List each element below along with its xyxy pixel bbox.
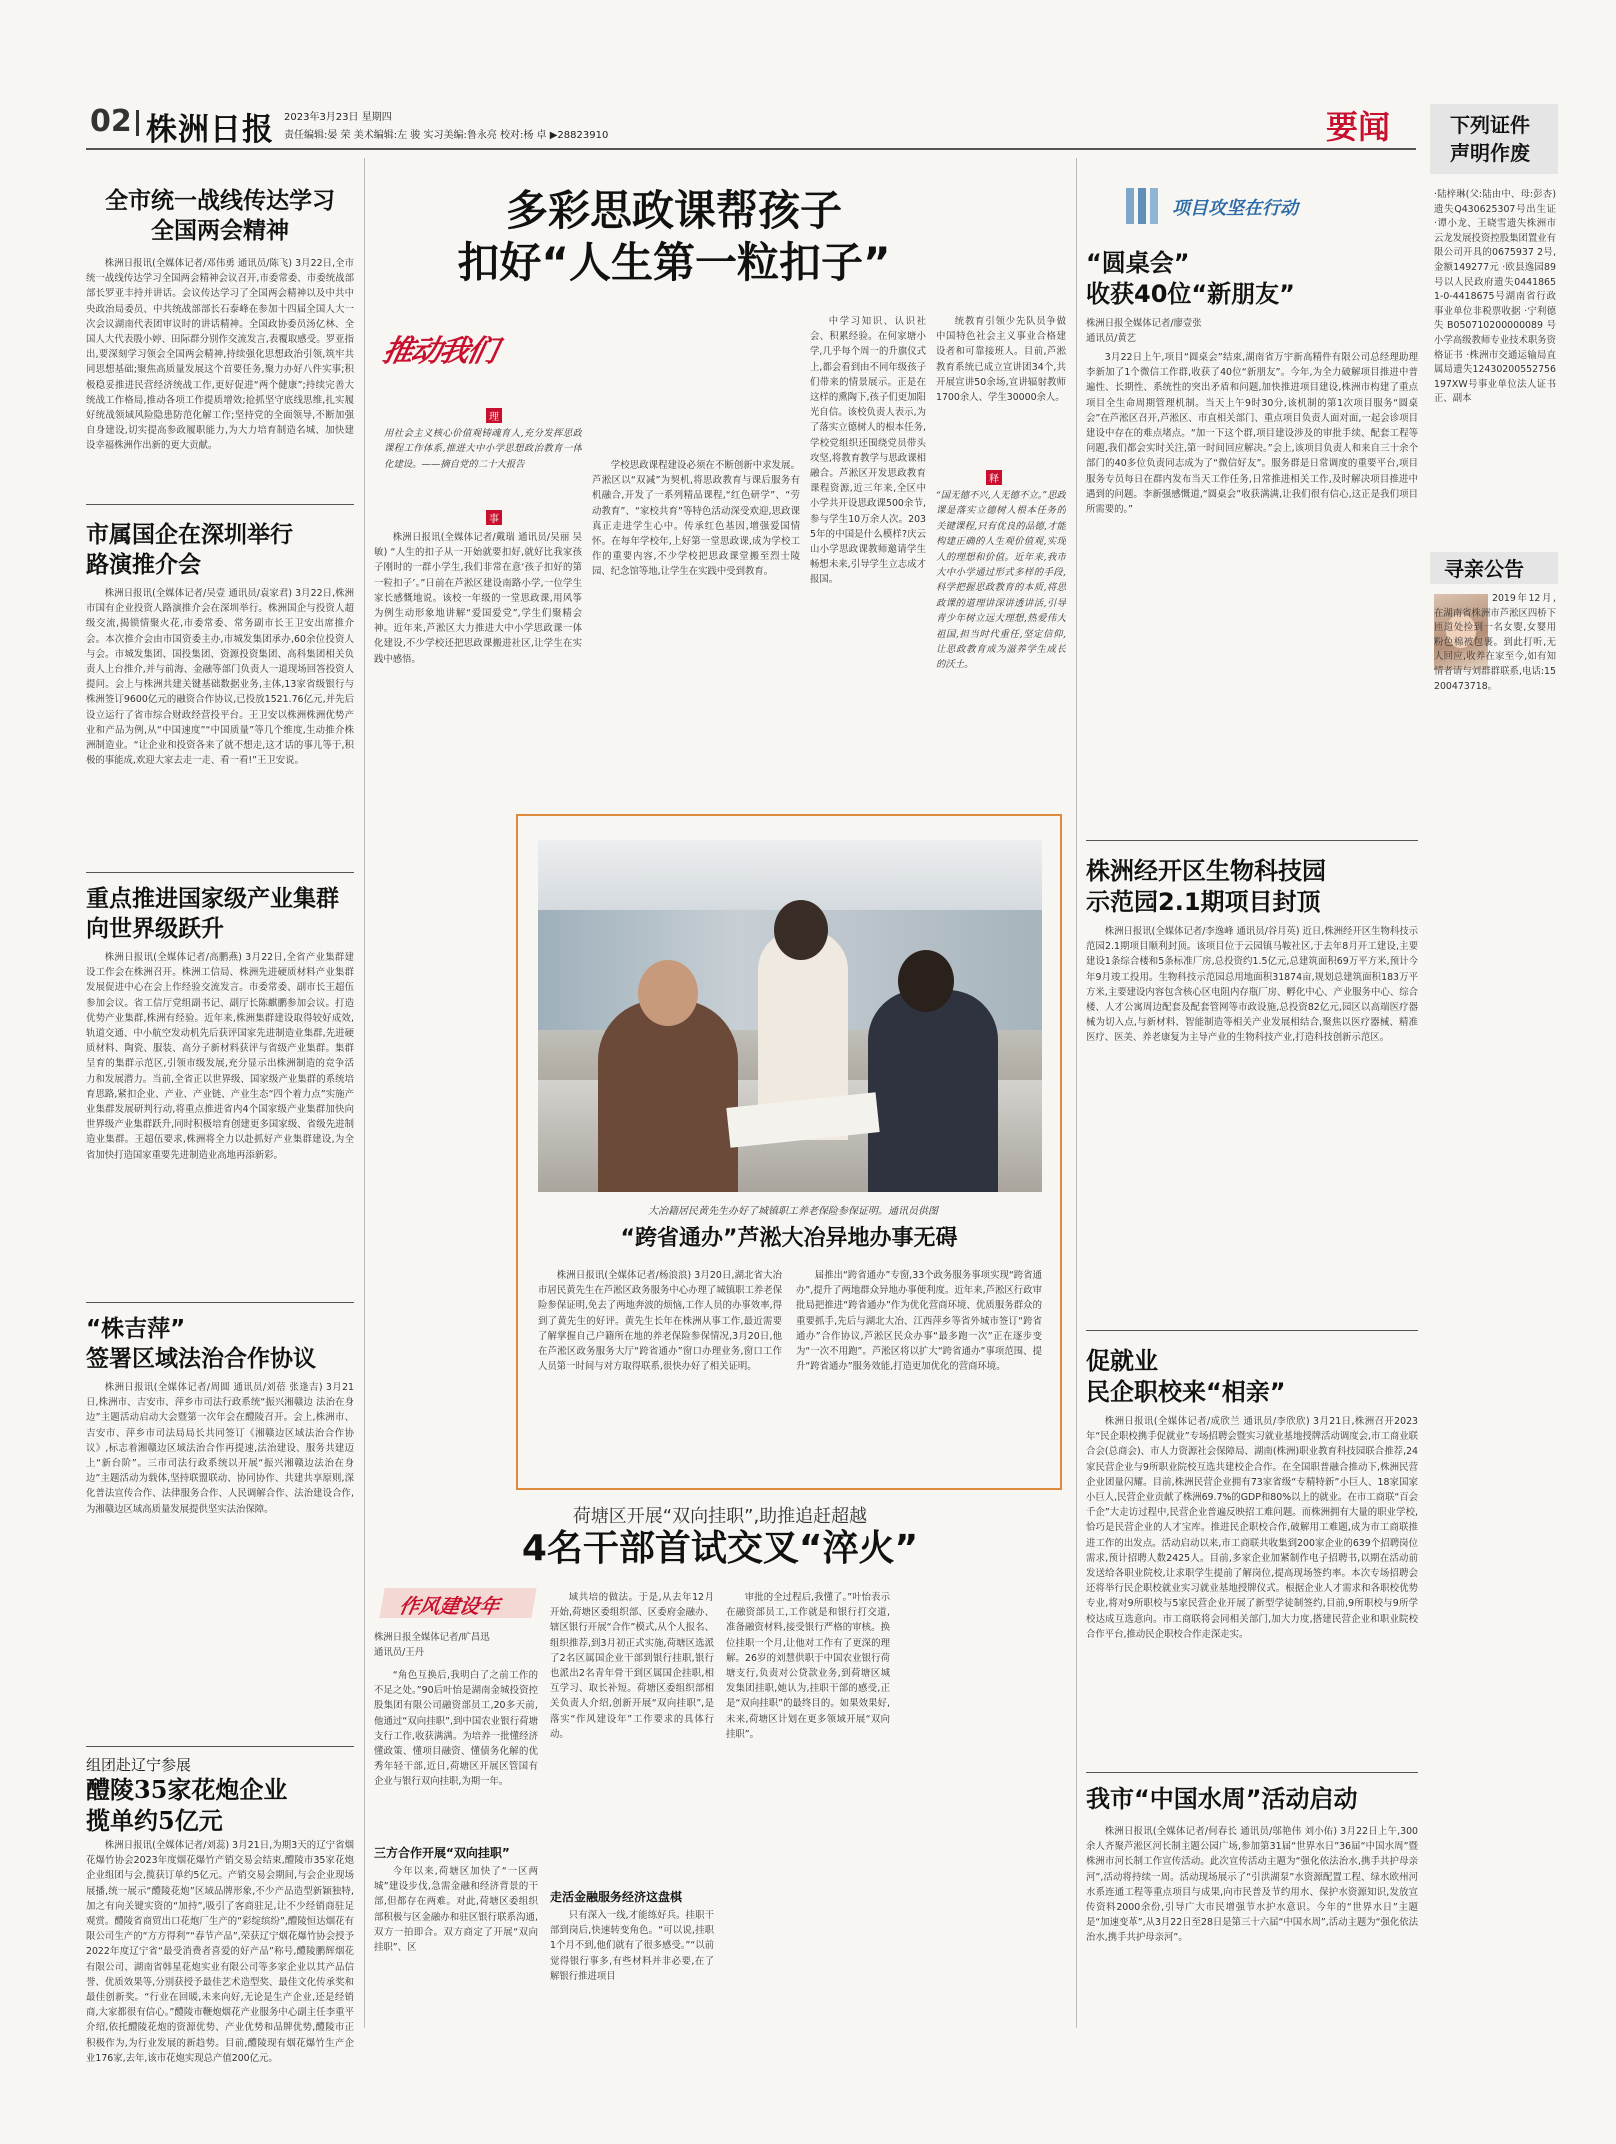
b4-title: 我市“中国水周”活动启动 [1086, 1785, 1358, 1813]
lead-body-4: 统教育引领少先队员争做中国特色社会主义事业合格建设者和可靠接班人。目前,芦淞教育系统已成立宣讲团34个,共开展宣讲50余场,宣讲辐射教师1700余人、学生30000余人。 [936, 316, 1066, 404]
photo-woman-seated-head [898, 950, 954, 1012]
article4-title: “株吉萍” 签署区域法治合作协议 [86, 1316, 316, 1372]
bottom-body-3: 域共培的做法。于是,从去年12月开始,荷塘区委组织部、区委府金融办、辖区银行开展“合作”模式,从个人报名、组织推荐,到3月初正式实施,荷塘区选派了2名区属国企业干部到银行挂职,银行也派出2名青年骨干到区属国企挂职,相互学习、取长补短。荷塘区委组织部相关负责人介绍,创新开展“双向挂职”,是落实“作风建设年”工作要求的具体行动。 [550, 1592, 714, 1740]
column-right [1086, 158, 1418, 2038]
column-separator [1076, 158, 1077, 2028]
photo-man-head [638, 960, 698, 1026]
b4-body: 株洲日报讯(全媒体记者/何春长 通讯员/邬艳伟 刘小佑) 3月22日上午,300余人齐聚芦淞区河长制主题公园广场,参加第31届“世界水日”36届“中国水周”暨株洲市河长制工作宣传活动。此次宣传活动主题为“强化依法治水,携手共护母亲河”,活动将持续一周。活动现场展示了“引洪湖泵”水资源配置工程、绿水欧州河水系连通工程等重点项目与成果,向市民普及节约用水、保护水资源知识,发放宣传资料2000余份,引导广大市民增强节水护水意识。今年的“世界水日”主题是“加速变革”,从3月22日至28日是第三十六届“中国水周”,活动主题为“强化依法治水,携手共护母亲河”。 [1086, 1826, 1418, 1944]
divider [1086, 1772, 1418, 1773]
lead-body-3: 中学习知识、认识社会、积累经验。在何家塘小学,几乎每个周一的升旗仪式上,都会看到由不同年级孩子们带来的情景展示。正是在这样的熏陶下,孩子们更加阳光自信。该校负责人表示,为了落实立德树人的根本任务,学校党组织还围绕党员带头攻坚,将教育教学与思政课相融合。芦淞区开发思政教育课程资源,近三年来,全区中小学共开设思政课500余节,参与学生10万余人次。2035年的中国是什么模样?庆云山小学思政课教师邀请学生畅想未来,引导学生立志成才报国。 [810, 316, 926, 586]
page-number-bar [136, 110, 139, 136]
tag-shi2: 释 [986, 470, 1002, 485]
newspaper-logo: 株洲日报 [146, 112, 274, 148]
bottom-byline: 株洲日报全媒体记者/旷昌迅 通讯员/王丹 [374, 1632, 490, 1659]
b1-title: “圆桌会” 收获40位“新朋友” [1086, 249, 1295, 308]
bottom-body-4: 只有深入一线,才能练好兵。挂职干部到岗后,快速转变角色。“可以说,挂职1个月不到,他们就有了很多感受。”“以前觉得银行事多,有些材料并非必要,在了解银行推进项目 [550, 1910, 714, 1982]
lead-body-1: 株洲日报讯(全媒体记者/戴瑞 通讯员/吴丽 吴敏) “人生的扣子从一开始就要扣好,就好比我家孩子刚时的一群小学生,我们非常在意‘孩子扣好的第一粒扣子’。”日前在芦淞区建设南路小学,一位学生家长感慨地说。该校一年级的一堂思政课,用风筝为例生动形象地讲解“爱国爱党”,学生们聚精会神。近年来,芦淞区大力推进大中小学思政课一体化建设,不少学校还把思政课搬进社区,让学生在实践中感悟。 [374, 532, 582, 665]
project-banner [1126, 186, 1326, 226]
notice-title-2: 声明作废 [1450, 141, 1530, 165]
lead-title-line1: 多彩思政课帮孩子 [505, 186, 842, 235]
bottom-body-5: 审批的全过程后,我懂了。”叶怡表示在融资部员工,工作就是和银行打交道,准备融资材料,接受银行严格的审核。换位挂职一个月,让他对工作有了更深的理解。26岁的刘慧供职于中国农业银行荷塘支行,负责对公贷款业务,到荷塘区城发集团挂职,她认为,挂职干部的感受,正是“双向挂职”的最终目的。如果效果好,未来,荷塘区计划在更多领域开展“双向挂职”。 [726, 1592, 890, 1740]
search-header [1430, 552, 1558, 584]
column-separator [364, 158, 365, 2028]
notice-body: ·陆梓琳(父:陆由中、母:彭杏)遗失Q430625307号出生证 ·谭小龙、王晓雪遗失株洲市云龙发展投资控股集团置业有限公司开具的0675937 2号,金额149277元 ·欧县逸园89号以人民政府遗失04418651-0-4418675号湖南省行政事业单位非税票收据 ·宁利德失B050710200000089号小学高级教师专业技术职务资格证书 ·株洲市交通运输局直属局遗失12430200552756197XW号事业单位法人证书正、副本 [1434, 189, 1556, 405]
column-left [86, 158, 354, 2064]
divider [86, 504, 354, 505]
b2-body: 株洲日报讯(全媒体记者/李逸峰 通讯员/谷月英) 近日,株洲经开区生物科技示范园2.1期项目顺利封顶。该项目位于云园镇马鞍社区,于去年8月开工建设,主要建设1条综合楼和5条标准厂房,总投资约1.5亿元,总建筑面积69万平方米,预计今年9月竣工投用。生物科技示范园总用地面积31874亩,规划总建筑面积183万平方米,主要建设内容包含核心区电阻内存瓶厂房、孵化中心、产业服务中心、综合楼、人才公寓周边配套及配套管网等市政设施,总投资82亿元,园区以高端医疗器械为切入点,与新材料、智能制造等相关产业发展相结合,聚焦以医疗器械、精准医疗、医美、养老康复为主导产业的生物科技产业,打造科技创新示范区。 [1086, 926, 1418, 1044]
masthead [86, 98, 1486, 146]
lead-story [374, 158, 1066, 798]
photo-headline: “跨省通办”芦淞大冶异地办事无碍 [620, 1226, 958, 1251]
article3-title: 重点推进国家级产业集群 向世界级跃升 [86, 886, 339, 942]
article4-body: 株洲日报讯(全媒体记者/周圆 通讯员/刘蓓 张逢吉) 3月21日,株洲市、吉安市、萍乡市司法行政系统“振兴湘赣边 法治在身边”主题活动启动大会暨第一次年会在醴陵召开。会上,株洲市、吉安市、萍乡市司法局局长共同签订《湘赣边区域法治合作协议》,标志着湘赣边区域法治合作再提速,法治建设、服务共建迈上“新台阶”。三市司法行政系统以开展“振兴湘赣边法治在身边”主题活动为载体,坚持联盟联动、协同协作、共建共享原则,深化普法宣传合作、法律服务合作、人民调解合作、法治建设合作,为湘赣边区域高质量发展提供坚实法治保障。 [86, 1382, 354, 1515]
photo-caption: 大冶籍居民黄先生办好了城镇职工养老保险参保证明。通讯员供图 [648, 1206, 938, 1217]
masthead-rule [86, 148, 1416, 150]
article5-kicker: 组团赴辽宁参展 [86, 1756, 192, 1774]
brand-calligraphy: 推动我们 [379, 334, 499, 369]
lead-body-2: 学校思政课程建设必须在不断创新中求发展。芦淞区以“双减”为契机,将思政教育与课后服务有机融合,开发了一系列精品课程,“红色研学”、“劳动教育”、“家校共育”等特色活动深受欢迎,思政课真正走进学生心中。传承红色基因,增强爱国情怀。在每年学校年,上好第一堂思政课,成为学校工作的重要内容,不少学校把思政课堂搬至烈士陵园、纪念馆等地,让学生在实践中受到教育。 [592, 460, 800, 578]
search-title: 寻亲公告 [1444, 557, 1524, 581]
b3-title: 促就业 民企职校来“相亲” [1086, 1347, 1286, 1406]
photo-ceiling [538, 840, 1042, 910]
page-number: 02 [90, 104, 132, 139]
issue-date: 2023年3月23日 星期四 [284, 112, 392, 123]
banner-text: 项目攻坚在行动 [1172, 198, 1298, 219]
b1-body: 3月22日上午,项目“圆桌会”结束,湖南省万宇新高精件有限公司总经理助理李新加了1个微信工作群,收获了40位“新朋友”。今年,为全力破解项目推进中普遍性、长期性、系统性的突出矛盾和问题,加快推进项目建设,株洲市构建了重点项目全生命周期管理机制。当天上午9时30分,该机制的第1次项目服务“圆桌会”在芦淞区召开,芦淞区、市直相关部门、重点项目负责人面对面,一起会诊项目建设中存在的难点堵点。“加一下这个群,项目建设涉及的审批手续、配套工程等问题,我们都会实时关注,第一时间回应解决。”会上,该项目负责人和来自三十余个部门的40多位负责同志成为了“微信好友”。服务群是日常调度的重要平台,项目服务专员每日在群内发布当天工作任务,日常推进相关工作,及时解决项目推进中遇到的问题。李新强感慨道,“圆桌会”收获满满,让我们很有信心,这正是我们项目所需要的。” [1086, 352, 1418, 516]
article2-body: 株洲日报讯(全媒体记者/吴壹 通讯员/袁家君) 3月22日,株洲市国有企业投资人路演推介会在深圳举行。株洲国企与投资人超级交流,揭锁情聚火花,市委常委、常务副市长王卫安出席推介会。本次推介会由市国资委主办,市城发集团承办,60余位投资人与会。市城发集团、国投集团、资源投资集团、高科集团相关负责人上台推介,并与前海、金融等部门负责人一道现场回答投资人提问。会上与株洲共建关键基础数据业务,主体,13家省级银行与株洲签订9600亿元的融资合作协议,已投放1521.76亿元,并先后设立运行了省市综合财政经营投平台。王卫安以株洲株洲优势产业和产品为例,从“中国速度”“中国质量”等几个维度,生动推介株洲制造业。“让企业和投资各来了就不想走,这才话的事儿等于,积极的事能成,欢迎大家去走一走、看一看!”王卫安说。 [86, 588, 354, 767]
divider [86, 1746, 354, 1747]
notice-header [1430, 104, 1558, 174]
b3-body: 株洲日报讯(全媒体记者/成欣兰 通讯员/李欣欣) 3月21日,株洲召开2023年“民企职校携手促就业”专场招聘会暨实习就业基地授牌活动调度会,市工商业联合会(总商会)、市人力资源社会保障局、湖南(株洲)职业教育科技园联合推荐,24家民营企业与9所职业院校互选共建校企合作。在全国职普融合推动下,株洲民营企业团量闪耀。目前,株洲民营企业拥有73家省级“专精特新”小巨人、18家国家小巨人,民营企业贡献了株洲69.7%的GDP和80%以上的就业。在市工商联“百会千企”大走访过程中,民营企业普遍反映招工难问题。而株洲拥有大量的职业学校,恰巧是民营企业的人才宝库。推进民企职校合作,破解用工难题,成为市工商联推进工作的出发点。活动启动以来,市工商联共收集到200家企业的639个招聘岗位需求,预计招聘人数2425人。目前,多家企业加紧制作电子招聘书,以期在活动前发送给各职业院校,让求职学生提前了解岗位,提高现场签约率。本次专场招聘会还将举行民企职校就业实习就业基地授牌仪式。根据企业人才需求和各职校优势专业,将对9所职校与5家民营企业开展了新型学徒制签约,目前,9所职校与9所学校达成互选意向。市工商联将会同相关部门,加大力度,搭建民营企业和职业院校合作平台,推动民企职校合作走深走实。 [1086, 1416, 1418, 1640]
photo-body-1: 株洲日报讯(全媒体记者/杨浪浪) 3月20日,湖北省大冶市居民黄先生在芦淞区政务服务中心办理了城镇职工养老保险参保证明,免去了两地奔波的烦恼,工作人员的办事效率,得到了黄先生的好评。黄先生长年在株洲从事工作,最近需要了解掌握自己户籍所在地的养老保险参保情况,3月20日,他在芦淞区政务服务大厅“跨省通办”窗口办理业务,窗口工作人员第一时间与对方取得联系,很快办好了相关证明。 [538, 1270, 782, 1373]
bottom-brand-text: 作风建设年 [397, 1594, 502, 1618]
lead-title-line2: 扣好“人生第一粒扣子” [457, 238, 891, 287]
photo-man [598, 1000, 738, 1192]
photo-woman-standing-head [774, 900, 828, 960]
photo-woman-seated [868, 990, 998, 1192]
bottom-story [374, 1496, 1066, 2032]
bottom-brand [379, 1588, 536, 1618]
tag-li: 理 [486, 408, 502, 423]
article3-body: 株洲日报讯(全媒体记者/高鹏燕) 3月22日,全省产业集群建设工作会在株洲召开。株洲工信局、株洲先进硬质材料产业集群发展促进中心在会上作经验交流发言。市委常委、副市长王超伍参加会议。省工信厅党组副书记、副厅长陈麒鹏参加会议。打造优势产业集群,株洲有经验。近年来,株洲集群建设取得较好成效,轨道交通、中小航空发动机先后获评国家先进制造业集群,先进硬质材料、陶瓷、服装、高分子新材料获评与省级产业集群。集群呈育的集群示范区,引领市级发展,充分显示出株洲制造的竞争活力和发展潜力。当前,全省正以世界级、国家级产业集群的系统培育思路,紧扣企业、产业、产业链、产业生态“四个着力点”实施产业集群发展研判行动,将重点推进省内4个国家级产业集群加快向世界级产业集群跃升,同时积极培育创建更多国家级、省级先进制造业集群。王超伍要求,株洲将全力以赴抓好产业集群建设,为全省加快打造国家重要先进制造业高地再添新彩。 [86, 952, 354, 1161]
article1-body: 株洲日报讯(全媒体记者/邓伟勇 通讯员/陈飞) 3月22日,全市统一战线传达学习全国两会精神会议召开,市委常委、市委统战部部长罗亚丰持并讲话。会议传达学习了全国两会精神以及中共中央政治局委员、中共统战部部长石泰峰在参加十四届全国人大一次会议湖南代表团审议时的讲话精神。全国政协委员汤亿林、全国人大代表殷小婷、田际群分别作交流发言,表覆取感受。罗亚指出,要深刻学习领会全国两会精神,持续强化思想政治引领,筑牢共同思想基础;聚焦高质量发展这个首要任务,聚力办好八件实事;积极稳妥推进民营经济统战工作,更好促进“两个健康”;持续完善大统战工作格局,推动各项工作提质增效;抢抓坚守底线思维,扎实履好统战领域风险隐患防范化解工作;坚持党的全面领导,不断加强自身建设,切实提高参政履职能力,为大力培育制造名城、加快建设幸福株洲作出新的更大贡献。 [86, 258, 354, 452]
lead-quote-1: 用社会主义核心价值观铸魂育人,充分发挥思政课程工作体系,推进大中小学思想政治教育一体化建设。——摘自党的二十大报告 [384, 428, 582, 470]
bottom-title: 4名干部首试交叉“淬火” [521, 1528, 919, 1569]
tag-shi: 事 [486, 510, 502, 525]
divider [86, 1302, 354, 1303]
skyline-icon [1126, 188, 1166, 224]
section-name: 要闻 [1326, 108, 1391, 146]
article2-title: 市属国企在深圳举行 路演推介会 [86, 522, 293, 578]
bottom-body-2: 今年以来,荷塘区加快了“一区两城”建设步伐,急需金融和经济背景的干部,但都存在两难。对此,荷塘区委组织部积极与区金融办和驻区银行联系沟通,双方一拍即合。双方商定了开展“双向挂职”、区 [374, 1866, 538, 1954]
photo-body-2: 届推出“跨省通办”专窗,33个政务服务事项实现“跨省通办”,提升了两地群众异地办事便利度。近年来,芦淞区行政审批局把推进“跨省通办”作为优化营商环境、优质服务群众的重要抓手,先后与湖北大冶、江西萍乡等省外城市签订“跨省通办”合作协议,芦淞区民众办事“最多跑一次”正在逐步变为“一次不用跑”。芦淞区将以扩大“跨省通办”事项范围、提升“跨省通办”服务效能,打造更加优化的营商环境。 [796, 1270, 1042, 1373]
divider [1086, 1330, 1418, 1331]
bottom-body-1: “角色互换后,我明白了之前工作的不足之处。”90后叶怡是湖南金城投资控股集团有限公司融资部员工,20多天前,他通过“双向挂职”,到中国农业银行荷塘支行工作,收获满满。为培养一批懂经济懂政策、懂项目融资、懂债务化解的优秀年轻干部,近日,荷塘区开展区管国有企业与银行双向挂职,为期一年。 [374, 1670, 538, 1788]
lead-quote-2: “国无德不兴,人无德不立。”思政课是落实立德树人根本任务的关键课程,只有优良的品德,才能构建正确的人生观价值观,实现人的理想和价值。近年来,我市大中小学通过形式多样的手段,科学把握思政教育的本质,将思政课的道理讲深讲透讲活,引导青少年树立远大理想,热爱伟大祖国,担当时代重任,坚定信仰,让思政教育成为滋养学生成长的沃土。 [936, 490, 1066, 671]
b2-title: 株洲经开区生物科技园 示范园2.1期项目封顶 [1086, 857, 1326, 916]
bottom-subhead-1: 三方合作开展“双向挂职” [374, 1846, 510, 1860]
bottom-subhead-2: 走活金融服务经济这盘棋 [550, 1890, 683, 1904]
bottom-subtitle: 荷塘区开展“双向挂职”,助推追赶超越 [572, 1506, 868, 1527]
search-body: 2019年12月,在湖南省株洲市芦淞区四桥下匝道处捡到一名女婴,女婴用粉色棉被包裹。到此打听,无人回应,收养在家至今,如有知情者请与刘群群联系,电话:15200473718。 [1434, 593, 1556, 692]
photo-story-box [516, 814, 1062, 1490]
divider [1086, 840, 1418, 841]
notice-title-1: 下列证件 [1450, 113, 1530, 137]
article1-title: 全市统一战线传达学习 全国两会精神 [105, 188, 335, 244]
news-photo [538, 840, 1042, 1192]
article5-body: 株洲日报讯(全媒体记者/刘蕊) 3月21日,为期3天的辽宁省烟花爆竹协会2023年度烟花爆竹产销交易会结束,醴陵市35家花炮企业组团与会,揽获订单约5亿元。产销交易会期间,与会企业现场展播,统一展示“醴陵花炮”区域品牌形象,不少产品造型新颖独特,加之有向关键实资的“加持”,吸引了客商驻足,让不少经销商驻足观赏。醴陵省商贸出口花炮厂生产的“彩绽缤纷”,醴陵恒达烟花有限公司生产的“方方得利”“春节产品”,荣获辽宁烟花爆竹协会授予2022年度辽宁省“最受消费者喜爱的好产品”称号,醴陵鹏辉烟花有限公司、湖南省韩星花炮实业有限公司等多家企业以其产品信誉、优质效果等,分别获授予最佳艺术造型奖、最佳文化传承奖和最佳创新奖。“行业在回暖,未来向好,无论是生产企业,还是经销商,大家都很有信心。”醴陵市鞭炮烟花产业服务中心副主任李重平介绍,依托醴陵花炮的资源优势、产业优势和品牌优势,醴陵市正积极作为,为行业发展的新趋势。目前,醴陵现有烟花爆竹生产企业176家,去年,该市花炮实现总产值200亿元。 [86, 1840, 354, 2064]
divider [86, 872, 354, 873]
b1-byline: 株洲日报全媒体记者/廖壹张 通讯员/黄艺 [1086, 318, 1202, 345]
lead-brand-block [374, 318, 582, 388]
editor-credits: 责任编辑:晏 荣 美术编辑:左 骏 实习美编:鲁永亮 校对:杨 卓 ▶28823910 [284, 130, 609, 141]
sidebar [1430, 104, 1558, 1184]
article5-title: 醴陵35家花炮企业 揽单约5亿元 [86, 1775, 288, 1835]
